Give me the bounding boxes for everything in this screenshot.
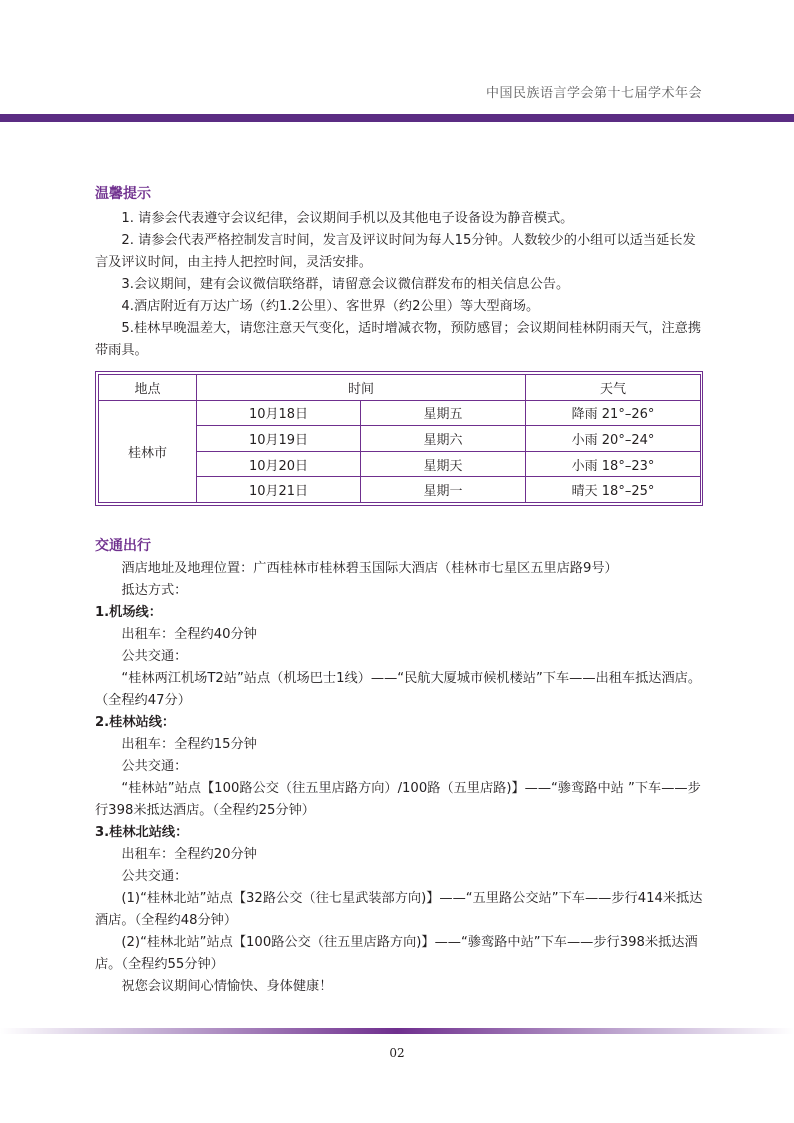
date-cell: 10月21日 [197, 477, 361, 503]
header-divider-bar [0, 114, 794, 122]
document-header-title: 中国民族语言学会第十七届学术年会 [485, 86, 702, 101]
table-row [99, 400, 701, 426]
header-place: 地点 [99, 375, 197, 401]
header-time: 时间 [197, 375, 526, 401]
airport-public-route: “桂林两江机场T2站”站点（机场巴士1线）——“民航大厦城市候机楼站”下车——出租车抵达酒店。（全程约47分） [95, 671, 702, 708]
north-taxi: 出租车：全程约20分钟 [121, 847, 257, 862]
tip-item: 3.会议期间，建有会议微信联络群，请留意会议微信群发布的相关信息公告。 [121, 277, 570, 292]
tip-item: 4.酒店附近有万达广场（约1.2公里）、客世界（约2公里）等大型商场。 [121, 299, 540, 314]
tips-list [95, 208, 705, 362]
weather-table [98, 374, 701, 503]
north-public-route-1: (1)“桂林北站”站点【32路公交（往七星武装部方向)】——“五里路公交站”下车——步行414米抵达酒店。（全程约48分钟） [95, 891, 703, 928]
tip-item: 2. 请参会代表严格控制发言时间，发言及评议时间为每人15分钟。人数较少的小组可以适当延长发言及评议时间，由主持人把控时间，灵活安排。 [95, 233, 696, 270]
airport-taxi: 出租车：全程约40分钟 [121, 627, 257, 642]
table-header-row [99, 375, 701, 401]
date-cell: 10月19日 [197, 426, 361, 452]
arrival-label: 抵达方式： [121, 583, 188, 598]
station-public-route: “桂林站”站点【100路公交（往五里店路方向）/100路（五里店路)】——“骖鸾路中站 ”下车——步行398米抵达酒店。（全程约25分钟） [95, 781, 701, 818]
transport-section-title: 交通出行 [95, 538, 151, 554]
weekday-cell: 星期天 [361, 451, 526, 477]
transport-content [95, 558, 705, 998]
north-public-label: 公共交通： [121, 869, 188, 884]
station-public-label: 公共交通： [121, 759, 188, 774]
station-taxi: 出租车：全程约15分钟 [121, 737, 257, 752]
weekday-cell: 星期一 [361, 477, 526, 503]
tips-section-title: 温馨提示 [95, 186, 151, 202]
forecast-cell: 小雨 20°–24° [526, 426, 701, 452]
date-cell: 10月20日 [197, 451, 361, 477]
header-weather: 天气 [526, 375, 701, 401]
airport-route-title: 1.机场线： [95, 605, 162, 620]
page-number: 02 [389, 1046, 405, 1060]
north-route-title: 3.桂林北站线： [95, 825, 189, 840]
forecast-cell: 晴天 18°–25° [526, 477, 701, 503]
forecast-cell: 小雨 18°–23° [526, 451, 701, 477]
north-public-route-2: (2)“桂林北站”站点【100路公交（往五里店路方向)】——“骖鸾路中站”下车——步行398米抵达酒店。（全程约55分钟） [95, 935, 698, 972]
tip-item: 1. 请参会代表遵守会议纪律，会议期间手机以及其他电子设备设为静音模式。 [121, 211, 574, 226]
airport-public-label: 公共交通： [121, 649, 188, 664]
station-route-title: 2.桂林站线： [95, 715, 176, 730]
weather-table-frame [95, 371, 703, 506]
closing-wish: 祝您会议期间心情愉快、身体健康！ [121, 979, 333, 994]
footer-gradient-line [0, 1028, 794, 1034]
date-cell: 10月18日 [197, 400, 361, 426]
city-cell: 桂林市 [99, 400, 197, 502]
weekday-cell: 星期六 [361, 426, 526, 452]
hotel-address: 酒店地址及地理位置：广西桂林市桂林碧玉国际大酒店（桂林市七星区五里店路9号） [121, 561, 618, 576]
weekday-cell: 星期五 [361, 400, 526, 426]
forecast-cell: 降雨 21°–26° [526, 400, 701, 426]
tip-item: 5.桂林早晚温差大，请您注意天气变化，适时增减衣物，预防感冒；会议期间桂林阴雨天气，注意携带雨具。 [95, 321, 702, 358]
